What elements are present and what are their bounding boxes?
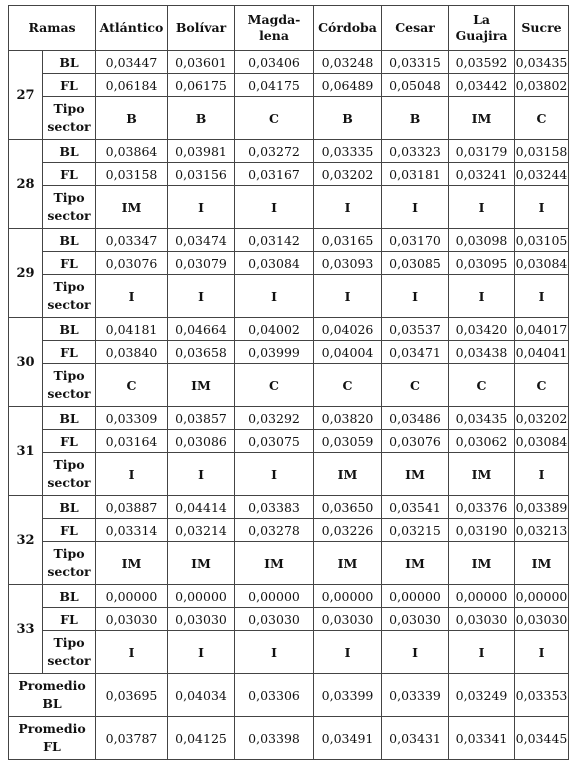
promedio-bl-label: [9, 674, 96, 717]
tipo-sector-value: C: [235, 97, 314, 140]
tipo-sector-label-line2: sector: [47, 653, 91, 668]
fl-row: [9, 252, 569, 275]
tipo-sector-value: IM: [235, 542, 314, 585]
tipo-sector-label-line1: Tipo: [53, 101, 85, 116]
fl-label: FL: [43, 163, 96, 186]
bl-value: 0,03272: [235, 140, 314, 163]
fl-value: 0,03059: [314, 430, 382, 453]
tipo-sector-label: [43, 542, 96, 585]
bl-value: 0,03389: [515, 496, 569, 519]
rama-number: 27: [9, 51, 43, 140]
tipo-sector-row: [9, 364, 569, 407]
tipo-sector-value: IM: [449, 453, 515, 496]
fl-value: 0,03158: [96, 163, 168, 186]
department-header: [314, 6, 382, 51]
bl-value: 0,03170: [382, 229, 449, 252]
tipo-sector-value: I: [314, 275, 382, 318]
tipo-sector-row: [9, 186, 569, 229]
bl-value: 0,00000: [235, 585, 314, 608]
promedio-fl-value: 0,03491: [314, 717, 382, 760]
tipo-sector-value: IM: [96, 186, 168, 229]
bl-value: 0,04664: [168, 318, 235, 341]
bl-value: 0,03142: [235, 229, 314, 252]
tipo-sector-row: [9, 275, 569, 318]
tipo-sector-label-line2: sector: [47, 208, 91, 223]
bl-label: BL: [43, 51, 96, 74]
bl-label: BL: [43, 407, 96, 430]
tipo-sector-value: I: [382, 631, 449, 674]
rama-number: 33: [9, 585, 43, 674]
tipo-sector-value: I: [235, 631, 314, 674]
bl-value: 0,03474: [168, 229, 235, 252]
tipo-sector-label-line2: sector: [47, 386, 91, 401]
bl-value: 0,03887: [96, 496, 168, 519]
ramas-header: Ramas: [9, 6, 96, 51]
tipo-sector-value: I: [449, 186, 515, 229]
fl-value: 0,04004: [314, 341, 382, 364]
bl-value: 0,00000: [168, 585, 235, 608]
tipo-sector-value: I: [515, 275, 569, 318]
fl-value: 0,06489: [314, 74, 382, 97]
bl-row: [9, 140, 569, 163]
fl-value: 0,03314: [96, 519, 168, 542]
promedio-bl-row: [9, 674, 569, 717]
fl-value: 0,03084: [515, 252, 569, 275]
tipo-sector-value: I: [168, 275, 235, 318]
fl-value: 0,03244: [515, 163, 569, 186]
tipo-sector-value: B: [382, 97, 449, 140]
tipo-sector-value: I: [449, 631, 515, 674]
fl-value: 0,03226: [314, 519, 382, 542]
department-header-line1: La: [473, 12, 490, 27]
tipo-sector-value: I: [168, 631, 235, 674]
tipo-sector-value: I: [96, 631, 168, 674]
bl-value: 0,03376: [449, 496, 515, 519]
bl-value: 0,03650: [314, 496, 382, 519]
promedio-bl-value: 0,03339: [382, 674, 449, 717]
department-header: [449, 6, 515, 51]
bl-value: 0,03383: [235, 496, 314, 519]
department-header: [168, 6, 235, 51]
tipo-sector-value: I: [235, 275, 314, 318]
fl-value: 0,03030: [314, 608, 382, 631]
tipo-sector-value: I: [235, 186, 314, 229]
tipo-sector-label: [43, 364, 96, 407]
bl-value: 0,03179: [449, 140, 515, 163]
bl-value: 0,03601: [168, 51, 235, 74]
department-header-line1: Cesar: [395, 20, 435, 35]
tipo-sector-label-line1: Tipo: [53, 546, 85, 561]
fl-value: 0,03658: [168, 341, 235, 364]
fl-label: FL: [43, 341, 96, 364]
bl-value: 0,00000: [314, 585, 382, 608]
bl-row: [9, 496, 569, 519]
tipo-sector-label-line1: Tipo: [53, 635, 85, 650]
bl-value: 0,03820: [314, 407, 382, 430]
department-header-line1: Atlántico: [99, 20, 164, 35]
fl-value: 0,03278: [235, 519, 314, 542]
tipo-sector-label: [43, 275, 96, 318]
bl-value: 0,03202: [515, 407, 569, 430]
promedio-bl-label-line2: BL: [42, 696, 62, 711]
fl-value: 0,05048: [382, 74, 449, 97]
header-row: [9, 6, 569, 51]
bl-value: 0,00000: [449, 585, 515, 608]
fl-value: 0,03181: [382, 163, 449, 186]
department-header: [235, 6, 314, 51]
fl-value: 0,03438: [449, 341, 515, 364]
fl-row: [9, 163, 569, 186]
tipo-sector-value: I: [314, 186, 382, 229]
tipo-sector-row: [9, 453, 569, 496]
tipo-sector-value: C: [96, 364, 168, 407]
fl-value: 0,03030: [382, 608, 449, 631]
tipo-sector-value: C: [382, 364, 449, 407]
rama-number: 30: [9, 318, 43, 407]
bl-value: 0,03486: [382, 407, 449, 430]
fl-row: [9, 74, 569, 97]
tipo-sector-value: I: [96, 453, 168, 496]
bl-value: 0,03864: [96, 140, 168, 163]
fl-row: [9, 608, 569, 631]
tipo-sector-value: I: [96, 275, 168, 318]
tipo-sector-value: IM: [314, 453, 382, 496]
promedio-fl-value: 0,03398: [235, 717, 314, 760]
bl-value: 0,03592: [449, 51, 515, 74]
promedio-fl-value: 0,03431: [382, 717, 449, 760]
bl-value: 0,03165: [314, 229, 382, 252]
tipo-sector-label: [43, 453, 96, 496]
fl-value: 0,06184: [96, 74, 168, 97]
fl-value: 0,03093: [314, 252, 382, 275]
tipo-sector-value: C: [515, 364, 569, 407]
tipo-sector-label-line2: sector: [47, 119, 91, 134]
bl-value: 0,03435: [515, 51, 569, 74]
tipo-sector-label: [43, 97, 96, 140]
bl-value: 0,00000: [96, 585, 168, 608]
department-header: [382, 6, 449, 51]
tipo-sector-value: C: [235, 364, 314, 407]
bl-value: 0,03309: [96, 407, 168, 430]
promedio-bl-value: 0,03353: [515, 674, 569, 717]
promedio-fl-value: 0,03445: [515, 717, 569, 760]
bl-value: 0,00000: [515, 585, 569, 608]
bl-label: BL: [43, 318, 96, 341]
bl-row: [9, 318, 569, 341]
fl-value: 0,03214: [168, 519, 235, 542]
tipo-sector-value: IM: [382, 542, 449, 585]
department-header-line1: Magda-: [247, 12, 301, 27]
fl-value: 0,03164: [96, 430, 168, 453]
tipo-sector-row: [9, 542, 569, 585]
promedio-fl-value: 0,04125: [168, 717, 235, 760]
fl-value: 0,03999: [235, 341, 314, 364]
rama-number: 28: [9, 140, 43, 229]
bl-row: [9, 585, 569, 608]
tipo-sector-label: [43, 186, 96, 229]
tipo-sector-label-line1: Tipo: [53, 457, 85, 472]
tipo-sector-label-line2: sector: [47, 475, 91, 490]
tipo-sector-label-line1: Tipo: [53, 368, 85, 383]
department-header: [96, 6, 168, 51]
fl-value: 0,03085: [382, 252, 449, 275]
table-body: [9, 51, 569, 760]
tipo-sector-value: I: [515, 453, 569, 496]
bl-value: 0,04017: [515, 318, 569, 341]
tipo-sector-value: IM: [168, 542, 235, 585]
bl-value: 0,03335: [314, 140, 382, 163]
tipo-sector-value: I: [449, 275, 515, 318]
fl-value: 0,03030: [449, 608, 515, 631]
promedio-bl-label-line1: Promedio: [18, 678, 86, 693]
tipo-sector-row: [9, 97, 569, 140]
fl-value: 0,03442: [449, 74, 515, 97]
bl-label: BL: [43, 585, 96, 608]
promedio-fl-value: 0,03787: [96, 717, 168, 760]
bl-value: 0,03105: [515, 229, 569, 252]
fl-value: 0,03030: [168, 608, 235, 631]
promedio-bl-value: 0,03695: [96, 674, 168, 717]
fl-label: FL: [43, 608, 96, 631]
fl-label: FL: [43, 252, 96, 275]
fl-value: 0,03030: [515, 608, 569, 631]
tipo-sector-value: C: [515, 97, 569, 140]
department-header-line2: lena: [259, 28, 289, 43]
bl-value: 0,03435: [449, 407, 515, 430]
fl-label: FL: [43, 430, 96, 453]
bl-value: 0,03315: [382, 51, 449, 74]
fl-value: 0,03084: [235, 252, 314, 275]
bl-value: 0,04002: [235, 318, 314, 341]
tipo-sector-value: I: [168, 186, 235, 229]
tipo-sector-value: I: [515, 631, 569, 674]
tipo-sector-value: IM: [449, 542, 515, 585]
bl-value: 0,03537: [382, 318, 449, 341]
bl-label: BL: [43, 140, 96, 163]
tipo-sector-value: IM: [96, 542, 168, 585]
fl-value: 0,03241: [449, 163, 515, 186]
fl-value: 0,03062: [449, 430, 515, 453]
promedio-fl-row: [9, 717, 569, 760]
tipo-sector-value: B: [168, 97, 235, 140]
promedio-bl-value: 0,03306: [235, 674, 314, 717]
tipo-sector-value: IM: [168, 364, 235, 407]
promedio-fl-label: [9, 717, 96, 760]
tipo-sector-value: I: [382, 275, 449, 318]
fl-value: 0,03076: [96, 252, 168, 275]
bl-value: 0,04181: [96, 318, 168, 341]
tipo-sector-value: B: [314, 97, 382, 140]
tipo-sector-label-line2: sector: [47, 564, 91, 579]
tipo-sector-value: I: [168, 453, 235, 496]
fl-value: 0,03840: [96, 341, 168, 364]
bl-value: 0,03292: [235, 407, 314, 430]
department-header-line2: Guajira: [455, 28, 508, 43]
department-header-line1: Bolívar: [175, 20, 227, 35]
tipo-sector-value: C: [449, 364, 515, 407]
promedio-bl-value: 0,03249: [449, 674, 515, 717]
fl-row: [9, 430, 569, 453]
bl-value: 0,03347: [96, 229, 168, 252]
promedio-fl-label-line1: Promedio: [18, 721, 86, 736]
bl-value: 0,03406: [235, 51, 314, 74]
rama-number: 31: [9, 407, 43, 496]
fl-value: 0,03202: [314, 163, 382, 186]
bl-value: 0,03981: [168, 140, 235, 163]
fl-value: 0,03213: [515, 519, 569, 542]
tipo-sector-label: [43, 631, 96, 674]
bl-value: 0,04414: [168, 496, 235, 519]
tipo-sector-label-line1: Tipo: [53, 190, 85, 205]
fl-value: 0,03086: [168, 430, 235, 453]
bl-label: BL: [43, 496, 96, 519]
fl-value: 0,04175: [235, 74, 314, 97]
bl-row: [9, 407, 569, 430]
data-table: [8, 5, 569, 760]
bl-row: [9, 51, 569, 74]
promedio-bl-value: 0,03399: [314, 674, 382, 717]
tipo-sector-value: B: [96, 97, 168, 140]
fl-value: 0,03030: [96, 608, 168, 631]
rama-number: 29: [9, 229, 43, 318]
fl-value: 0,03030: [235, 608, 314, 631]
bl-value: 0,03447: [96, 51, 168, 74]
fl-value: 0,03079: [168, 252, 235, 275]
tipo-sector-value: IM: [449, 97, 515, 140]
tipo-sector-value: IM: [382, 453, 449, 496]
fl-value: 0,03156: [168, 163, 235, 186]
department-header-line1: Sucre: [521, 20, 562, 35]
bl-value: 0,03098: [449, 229, 515, 252]
tipo-sector-row: [9, 631, 569, 674]
fl-value: 0,03076: [382, 430, 449, 453]
fl-value: 0,03215: [382, 519, 449, 542]
bl-value: 0,00000: [382, 585, 449, 608]
promedio-fl-label-line2: FL: [43, 739, 61, 754]
bl-value: 0,03541: [382, 496, 449, 519]
bl-value: 0,03158: [515, 140, 569, 163]
fl-row: [9, 341, 569, 364]
fl-value: 0,03802: [515, 74, 569, 97]
fl-value: 0,03190: [449, 519, 515, 542]
tipo-sector-value: I: [235, 453, 314, 496]
tipo-sector-value: I: [314, 631, 382, 674]
tipo-sector-value: IM: [515, 542, 569, 585]
bl-row: [9, 229, 569, 252]
fl-value: 0,03084: [515, 430, 569, 453]
tipo-sector-label-line1: Tipo: [53, 279, 85, 294]
tipo-sector-value: C: [314, 364, 382, 407]
fl-value: 0,06175: [168, 74, 235, 97]
promedio-bl-value: 0,04034: [168, 674, 235, 717]
fl-value: 0,03075: [235, 430, 314, 453]
tipo-sector-label-line2: sector: [47, 297, 91, 312]
bl-value: 0,03323: [382, 140, 449, 163]
fl-value: 0,04041: [515, 341, 569, 364]
bl-value: 0,03248: [314, 51, 382, 74]
fl-label: FL: [43, 519, 96, 542]
rama-number: 32: [9, 496, 43, 585]
fl-label: FL: [43, 74, 96, 97]
fl-value: 0,03471: [382, 341, 449, 364]
tipo-sector-value: IM: [314, 542, 382, 585]
department-header: [515, 6, 569, 51]
bl-value: 0,03420: [449, 318, 515, 341]
bl-value: 0,04026: [314, 318, 382, 341]
promedio-fl-value: 0,03341: [449, 717, 515, 760]
department-header-line1: Córdoba: [318, 20, 377, 35]
bl-label: BL: [43, 229, 96, 252]
tipo-sector-value: I: [515, 186, 569, 229]
bl-value: 0,03857: [168, 407, 235, 430]
fl-value: 0,03095: [449, 252, 515, 275]
fl-row: [9, 519, 569, 542]
fl-value: 0,03167: [235, 163, 314, 186]
tipo-sector-value: I: [382, 186, 449, 229]
